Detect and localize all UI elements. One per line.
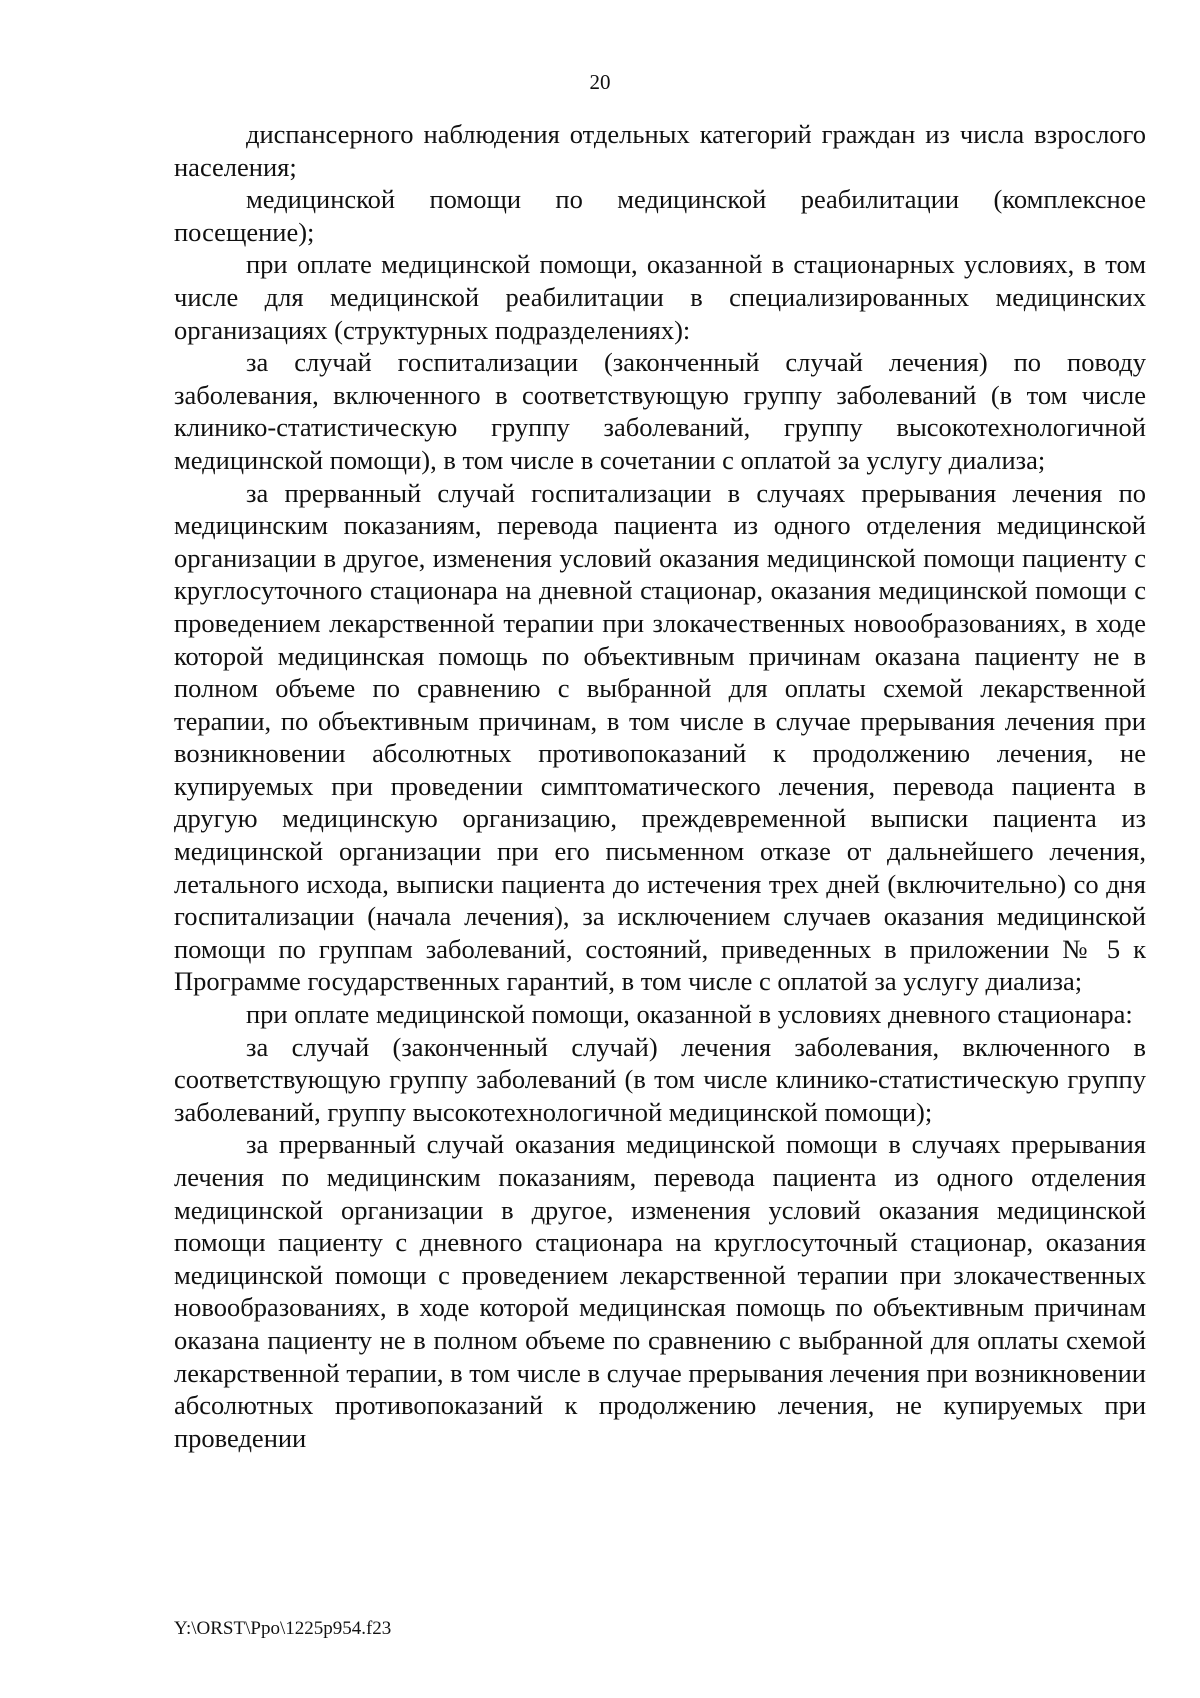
paragraph-5: за прерванный случай госпитализации в случаях прерывания лечения по медицинским показаниям, перевода пациента из одного отделения медицинской организации в другое, изменения условий оказания медицинской помощи пациенту с круглосуточного стационара на дневной стационар, оказания медицинской помощи с проведением лекарственной терапии при злокачественных новообразованиях, в ходе которой медицинская помощь по объективным причинам оказана пациенту не в полном объеме по сравнению с выбранной для оплаты схемой лекарственной терапии, по объективным причинам, в том числе в случае прерывания лечения при возникновении абсолютных противопоказаний к продолжению лечения, не купируемых при проведении симптоматического лечения, перевода пациента в другую медицинскую организацию, преждевременной выписки пациента из медицинской организации при его письменном отказе от дальнейшего лечения, летального исхода, выписки пациента до истечения трех дней (включительно) со дня госпитализации (начала лечения), за исключением случаев оказания медицинской помощи по группам заболеваний, состояний, приведенных в приложении № 5 к Программе государственных гарантий, в том числе с оплатой за услугу диализа;	[174, 477, 1146, 997]
document-body	[174, 118, 1146, 1454]
paragraph-3: при оплате медицинской помощи, оказанной в стационарных условиях, в том числе для медицинской реабилитации в специализированных медицинских организациях (структурных подразделениях):	[174, 249, 1146, 345]
paragraph-2: медицинской помощи по медицинской реабилитации (комплексное посещение);	[174, 184, 1146, 247]
paragraph-4: за случай госпитализации (законченный случай лечения) по поводу заболевания, включенного в соответствующую группу заболеваний (в том числе клинико-статистическую группу заболеваний, группу высокотехнологичной медицинской помощи), в том числе в сочетании с оплатой за услугу диализа;	[174, 347, 1146, 475]
paragraph-8: за прерванный случай оказания медицинской помощи в случаях прерывания лечения по медицинским показаниям, перевода пациента из одного отделения медицинской организации в другое, изменения условий оказания медицинской помощи пациенту с дневного стационара на круглосуточный стационар, оказания медицинской помощи с проведением лекарственной терапии при злокачественных новообразованиях, в ходе которой медицинская помощь по объективным причинам оказана пациенту не в полном объеме по сравнению с выбранной для оплаты схемой лекарственной терапии, в том числе в случае прерывания лечения при возникновении абсолютных противопоказаний к продолжению лечения, не купируемых при проведении	[174, 1129, 1146, 1453]
paragraph-6: при оплате медицинской помощи, оказанной в условиях дневного стационара:	[246, 999, 1133, 1030]
paragraph-1: диспансерного наблюдения отдельных категорий граждан из числа взрослого населения;	[174, 119, 1146, 182]
file-path-footer: Y:\ORST\Ppo\1225p954.f23	[174, 1618, 392, 1639]
paragraph-7: за случай (законченный случай) лечения заболевания, включенного в соответствующую группу заболеваний (в том числе клинико-статистическую группу заболеваний, группу высокотехнологичной медицинской помощи);	[174, 1031, 1146, 1127]
page-number: 20	[589, 70, 611, 94]
